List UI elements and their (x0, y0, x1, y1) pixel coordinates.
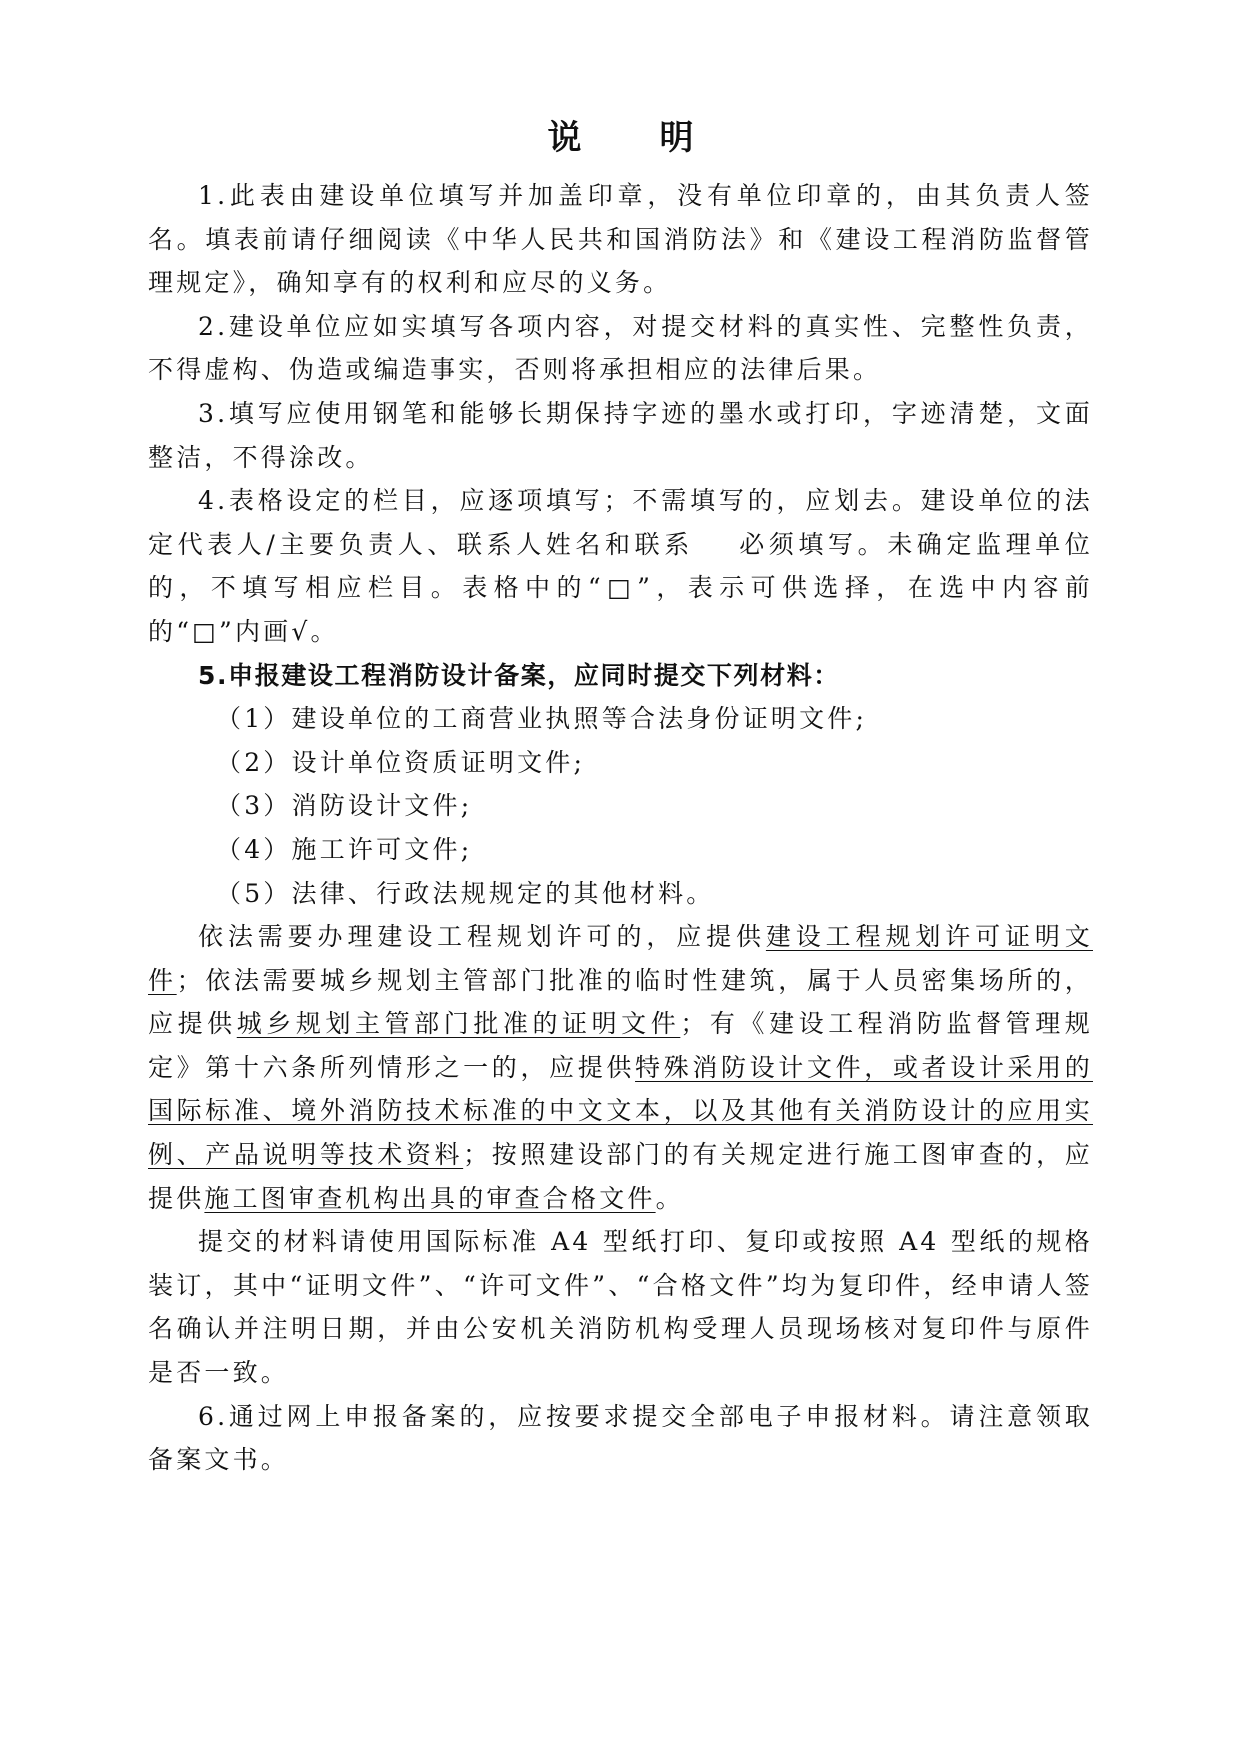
item-4-text-b: 必须填写。未确定监理单位的，不填写相应栏目。表格中的“□”，表示可供选择，在选中内容前的“□”内画√。 (148, 529, 1093, 646)
item-5-text: ；依法需要城乡规划主管部门批准的临时性建筑，属于人员密集场所的，应提供 (148, 965, 1093, 1039)
item-5-list-item: （2）设计单位资质证明文件; (216, 747, 586, 777)
item-5-list-item: （4）施工许可文件; (216, 834, 473, 864)
underlined-requirement: 建设工程规划许可证明文件 (148, 922, 1093, 995)
item-5-paragraph-2: 提交的材料请使用国际标准 A4 型纸打印、复印或按照 A4 型纸的规格装订，其中“证明文件”、“许可文件”、“合格文件”均为复印件，经申请人签名确认并注明日期，并由公安机关消防机构受理人员现场核对复印件与原件是否一致。 (148, 1227, 1093, 1388)
item-5-list-item: （1）建设单位的工商营业执照等合法身份证明文件; (216, 704, 868, 734)
item-6: 6.通过网上申报备案的，应按要求提交全部电子申报材料。请注意领取备案文书。 (148, 1401, 1093, 1475)
underlined-requirement: 特殊消防设计文件，或者设计采用的国际标准、境外消防技术标准的中文文本，以及其他有关消防设计的应用实例、产品说明等技术资料 (148, 1052, 1093, 1170)
underlined-requirement: 施工图审查机构出具的审查合格文件 (204, 1183, 656, 1213)
title-char-1: 说 (547, 118, 582, 158)
item-2: 2.建设单位应如实填写各项内容，对提交材料的真实性、完整性负责，不得虚构、伪造或编造事实，否则将承担相应的法律后果。 (148, 311, 1093, 385)
item-5-paragraph (148, 915, 1093, 1220)
item-1: 1.此表由建设单位填写并加盖印章，没有单位印章的，由其负责人签名。填表前请仔细阅读《中华人民共和国消防法》和《建设工程消防监督管理规定》，确知享有的权利和应尽的义务。 (148, 181, 1093, 298)
item-5-text: ；按照建设部门的有关规定进行施工图审查的，应提供 (148, 1140, 1094, 1213)
underlined-requirement: 城乡规划主管部门批准的证明文件 (236, 1009, 681, 1039)
document-page (148, 108, 1093, 1482)
item-5-text: 。 (655, 1183, 684, 1213)
item-5-heading: 5.申报建设工程消防设计备案，应同时提交下列材料： (198, 660, 840, 690)
item-4-text-a: 4.表格设定的栏目，应逐项填写；不需填写的，应划去。建设单位的法定代表人/主要负责人、联系人姓名和联系 (148, 486, 1093, 559)
item-5-list-item: （5）法律、行政法规规定的其他材料。 (216, 878, 715, 908)
title-char-2: 明 (659, 118, 694, 158)
item-5-text: 依法需要办理建设工程规划许可的，应提供 (198, 922, 766, 952)
item-5-text: ；有《建设工程消防监督管理规定》第十六条所列情形之一的，应提供 (148, 1009, 1093, 1082)
item-4 (148, 479, 1093, 653)
page-title (148, 108, 1093, 168)
item-3: 3.填写应使用钢笔和能够长期保持字迹的墨水或打印，字迹清楚，文面整洁，不得涂改。 (148, 398, 1093, 472)
item-5-list-item: （3）消防设计文件; (216, 791, 473, 821)
